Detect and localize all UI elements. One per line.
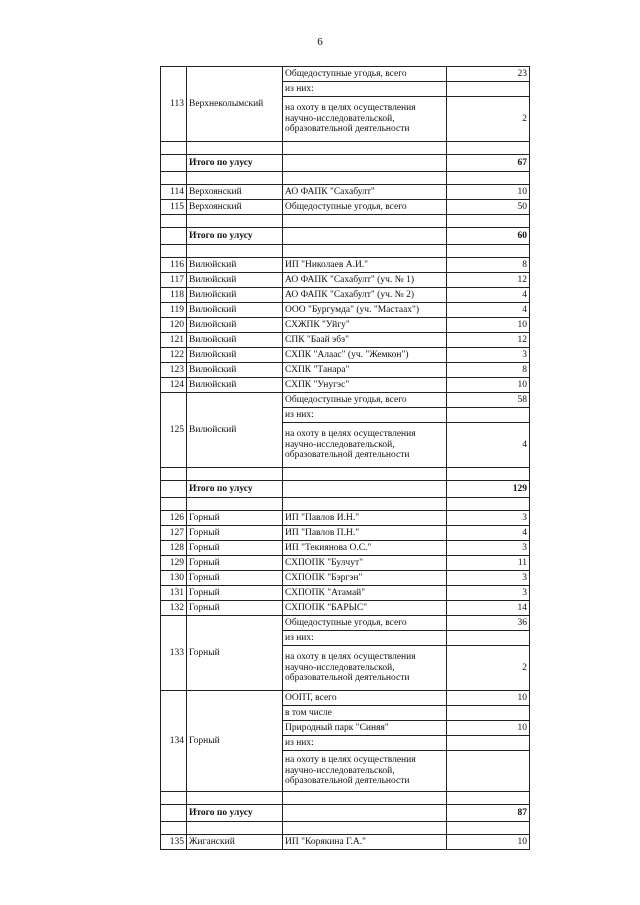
total-label: Итого по улусу	[187, 481, 283, 498]
row-value: 3	[447, 541, 530, 556]
table-row	[161, 835, 530, 850]
category-value: 36	[447, 616, 530, 631]
empty-cell	[283, 228, 447, 245]
empty-cell	[161, 481, 187, 498]
organization-name: ИП "Текиянова О.С."	[283, 541, 447, 556]
table-row	[161, 273, 530, 288]
row-value: 10	[447, 318, 530, 333]
row-number: 134	[161, 691, 187, 792]
district-name: Верхоянский	[187, 185, 283, 200]
row-number: 121	[161, 333, 187, 348]
row-number: 116	[161, 258, 187, 273]
row-number: 125	[161, 393, 187, 468]
row-number: 128	[161, 541, 187, 556]
empty-cell	[447, 631, 530, 646]
empty-cell	[161, 228, 187, 245]
empty-cell	[283, 245, 447, 258]
district-name: Горный	[187, 526, 283, 541]
row-value: 4	[447, 303, 530, 318]
row-value: 12	[447, 333, 530, 348]
spacer-row	[161, 498, 530, 511]
total-value: 129	[447, 481, 530, 498]
row-number: 126	[161, 511, 187, 526]
empty-cell	[447, 82, 530, 97]
organization-name: СХПОПК "Атамай"	[283, 586, 447, 601]
total-label: Итого по улусу	[187, 228, 283, 245]
total-row	[161, 155, 530, 172]
empty-cell	[447, 751, 530, 792]
spacer-row	[161, 245, 530, 258]
empty-cell	[447, 792, 530, 805]
organization-name: СХПК "Унугэс"	[283, 378, 447, 393]
category-label: на охоту в целях осуществления научно-исследовательской, образовательной деятельности	[283, 423, 447, 468]
category-label: Общедоступные угодья, всего	[283, 616, 447, 631]
organization-name: СПК "Баай эбэ"	[283, 333, 447, 348]
organization-name: АО ФАПК "Сахабулт" (уч. № 2)	[283, 288, 447, 303]
row-number: 135	[161, 835, 187, 850]
row-number: 122	[161, 348, 187, 363]
empty-cell	[283, 481, 447, 498]
category-value: 2	[447, 646, 530, 691]
category-value: 4	[447, 423, 530, 468]
row-value: 8	[447, 258, 530, 273]
table-row	[161, 67, 530, 82]
empty-cell	[447, 245, 530, 258]
total-label: Итого по улусу	[187, 155, 283, 172]
organization-name: СХПОПК "БАРЫС"	[283, 601, 447, 616]
total-row	[161, 228, 530, 245]
district-name: Вилюйский	[187, 273, 283, 288]
category-value: 10	[447, 691, 530, 706]
category-label: на охоту в целях осуществления научно-исследовательской, образовательной деятельности	[283, 97, 447, 142]
row-number: 133	[161, 616, 187, 691]
category-label: на охоту в целях осуществления научно-исследовательской, образовательной деятельности	[283, 646, 447, 691]
table-row	[161, 288, 530, 303]
row-number: 124	[161, 378, 187, 393]
empty-cell	[447, 498, 530, 511]
row-number: 115	[161, 200, 187, 215]
empty-cell	[283, 142, 447, 155]
spacer-row	[161, 468, 530, 481]
empty-cell	[447, 706, 530, 721]
row-value: 3	[447, 571, 530, 586]
category-label: Природный парк "Синяя"	[283, 721, 447, 736]
category-label: ООПТ, всего	[283, 691, 447, 706]
district-name: Вилюйский	[187, 378, 283, 393]
empty-cell	[187, 468, 283, 481]
row-value: 4	[447, 288, 530, 303]
empty-cell	[161, 245, 187, 258]
row-value: 50	[447, 200, 530, 215]
table-row	[161, 185, 530, 200]
category-label: Общедоступные угодья, всего	[283, 393, 447, 408]
table-row	[161, 556, 530, 571]
category-label: из них:	[283, 408, 447, 423]
category-label: на охоту в целях осуществления научно-исследовательской, образовательной деятельности	[283, 751, 447, 792]
district-name: Вилюйский	[187, 288, 283, 303]
empty-cell	[161, 805, 187, 822]
table-row	[161, 526, 530, 541]
organization-name: АО ФАПК "Сахабулт" (уч. № 1)	[283, 273, 447, 288]
organization-name: СХПК "Алаас" (уч. "Жемкон")	[283, 348, 447, 363]
page-number: 6	[317, 36, 323, 48]
organization-name: ООО "Бургумда" (уч. "Мастаах")	[283, 303, 447, 318]
row-number: 114	[161, 185, 187, 200]
empty-cell	[187, 142, 283, 155]
row-number: 113	[161, 67, 187, 142]
district-name: Горный	[187, 586, 283, 601]
row-number: 131	[161, 586, 187, 601]
table-row	[161, 378, 530, 393]
spacer-row	[161, 142, 530, 155]
empty-cell	[161, 498, 187, 511]
organization-name: СХПК "Танара"	[283, 363, 447, 378]
district-name: Горный	[187, 616, 283, 691]
empty-cell	[283, 155, 447, 172]
spacer-row	[161, 215, 530, 228]
row-value: 10	[447, 835, 530, 850]
row-value: 4	[447, 526, 530, 541]
row-value: 14	[447, 601, 530, 616]
empty-cell	[447, 215, 530, 228]
row-number: 123	[161, 363, 187, 378]
district-name: Верхоянский	[187, 200, 283, 215]
empty-cell	[161, 155, 187, 172]
hunting-grounds-table	[160, 66, 530, 850]
organization-name: СХПОПК "Булчут"	[283, 556, 447, 571]
empty-cell	[283, 822, 447, 835]
organization-name: ИП "Корякина Г.А."	[283, 835, 447, 850]
empty-cell	[447, 736, 530, 751]
district-name: Вилюйский	[187, 333, 283, 348]
empty-cell	[161, 142, 187, 155]
empty-cell	[161, 792, 187, 805]
district-name: Вилюйский	[187, 363, 283, 378]
row-value: 8	[447, 363, 530, 378]
empty-cell	[187, 498, 283, 511]
empty-cell	[283, 805, 447, 822]
empty-cell	[447, 172, 530, 185]
district-name: Горный	[187, 556, 283, 571]
category-value: 2	[447, 97, 530, 142]
table-row	[161, 318, 530, 333]
empty-cell	[187, 822, 283, 835]
total-label: Итого по улусу	[187, 805, 283, 822]
organization-name: СХЖПК "Уйгу"	[283, 318, 447, 333]
empty-cell	[161, 822, 187, 835]
table-row	[161, 511, 530, 526]
row-value: 3	[447, 511, 530, 526]
total-value: 87	[447, 805, 530, 822]
organization-name: ИП "Павлов И.Н."	[283, 511, 447, 526]
category-label: Общедоступные угодья, всего	[283, 67, 447, 82]
spacer-row	[161, 172, 530, 185]
total-value: 67	[447, 155, 530, 172]
table-row	[161, 393, 530, 408]
empty-cell	[187, 172, 283, 185]
spacer-row	[161, 822, 530, 835]
table-row	[161, 258, 530, 273]
district-name: Вилюйский	[187, 393, 283, 468]
table-row	[161, 571, 530, 586]
total-value: 60	[447, 228, 530, 245]
spacer-row	[161, 792, 530, 805]
row-number: 127	[161, 526, 187, 541]
row-number: 120	[161, 318, 187, 333]
category-value: 58	[447, 393, 530, 408]
category-label: из них:	[283, 82, 447, 97]
empty-cell	[161, 215, 187, 228]
row-value: 11	[447, 556, 530, 571]
row-value: 10	[447, 185, 530, 200]
district-name: Верхнеколымский	[187, 67, 283, 142]
table-row	[161, 200, 530, 215]
category-label: из них:	[283, 631, 447, 646]
empty-cell	[447, 408, 530, 423]
row-value: 12	[447, 273, 530, 288]
table-row	[161, 601, 530, 616]
district-name: Вилюйский	[187, 303, 283, 318]
district-name: Горный	[187, 691, 283, 792]
empty-cell	[283, 215, 447, 228]
organization-name: ИП "Николаев А.И."	[283, 258, 447, 273]
empty-cell	[161, 172, 187, 185]
table-row	[161, 541, 530, 556]
row-number: 119	[161, 303, 187, 318]
table-row	[161, 333, 530, 348]
total-row	[161, 481, 530, 498]
table-row	[161, 616, 530, 631]
organization-name: ИП "Павлов П.Н."	[283, 526, 447, 541]
district-name: Горный	[187, 601, 283, 616]
category-label: в том числе	[283, 706, 447, 721]
table-row	[161, 691, 530, 706]
organization-name: Общедоступные угодья, всего	[283, 200, 447, 215]
empty-cell	[283, 468, 447, 481]
row-number: 118	[161, 288, 187, 303]
district-name: Горный	[187, 511, 283, 526]
organization-name: СХПОПК "Бэргэн"	[283, 571, 447, 586]
row-value: 10	[447, 378, 530, 393]
empty-cell	[447, 822, 530, 835]
organization-name: АО ФАПК "Сахабулт"	[283, 185, 447, 200]
district-name: Горный	[187, 541, 283, 556]
empty-cell	[187, 215, 283, 228]
row-number: 132	[161, 601, 187, 616]
district-name: Вилюйский	[187, 258, 283, 273]
category-value: 10	[447, 721, 530, 736]
empty-cell	[283, 498, 447, 511]
district-name: Вилюйский	[187, 318, 283, 333]
empty-cell	[447, 468, 530, 481]
table-row	[161, 348, 530, 363]
total-row	[161, 805, 530, 822]
empty-cell	[187, 245, 283, 258]
empty-cell	[161, 468, 187, 481]
table-row	[161, 363, 530, 378]
district-name: Горный	[187, 571, 283, 586]
category-label: из них:	[283, 736, 447, 751]
district-name: Жиганский	[187, 835, 283, 850]
table-row	[161, 586, 530, 601]
row-number: 117	[161, 273, 187, 288]
category-value: 23	[447, 67, 530, 82]
empty-cell	[187, 792, 283, 805]
row-value: 3	[447, 586, 530, 601]
empty-cell	[447, 142, 530, 155]
row-number: 129	[161, 556, 187, 571]
row-value: 3	[447, 348, 530, 363]
district-name: Вилюйский	[187, 348, 283, 363]
table-row	[161, 303, 530, 318]
empty-cell	[283, 792, 447, 805]
row-number: 130	[161, 571, 187, 586]
empty-cell	[283, 172, 447, 185]
